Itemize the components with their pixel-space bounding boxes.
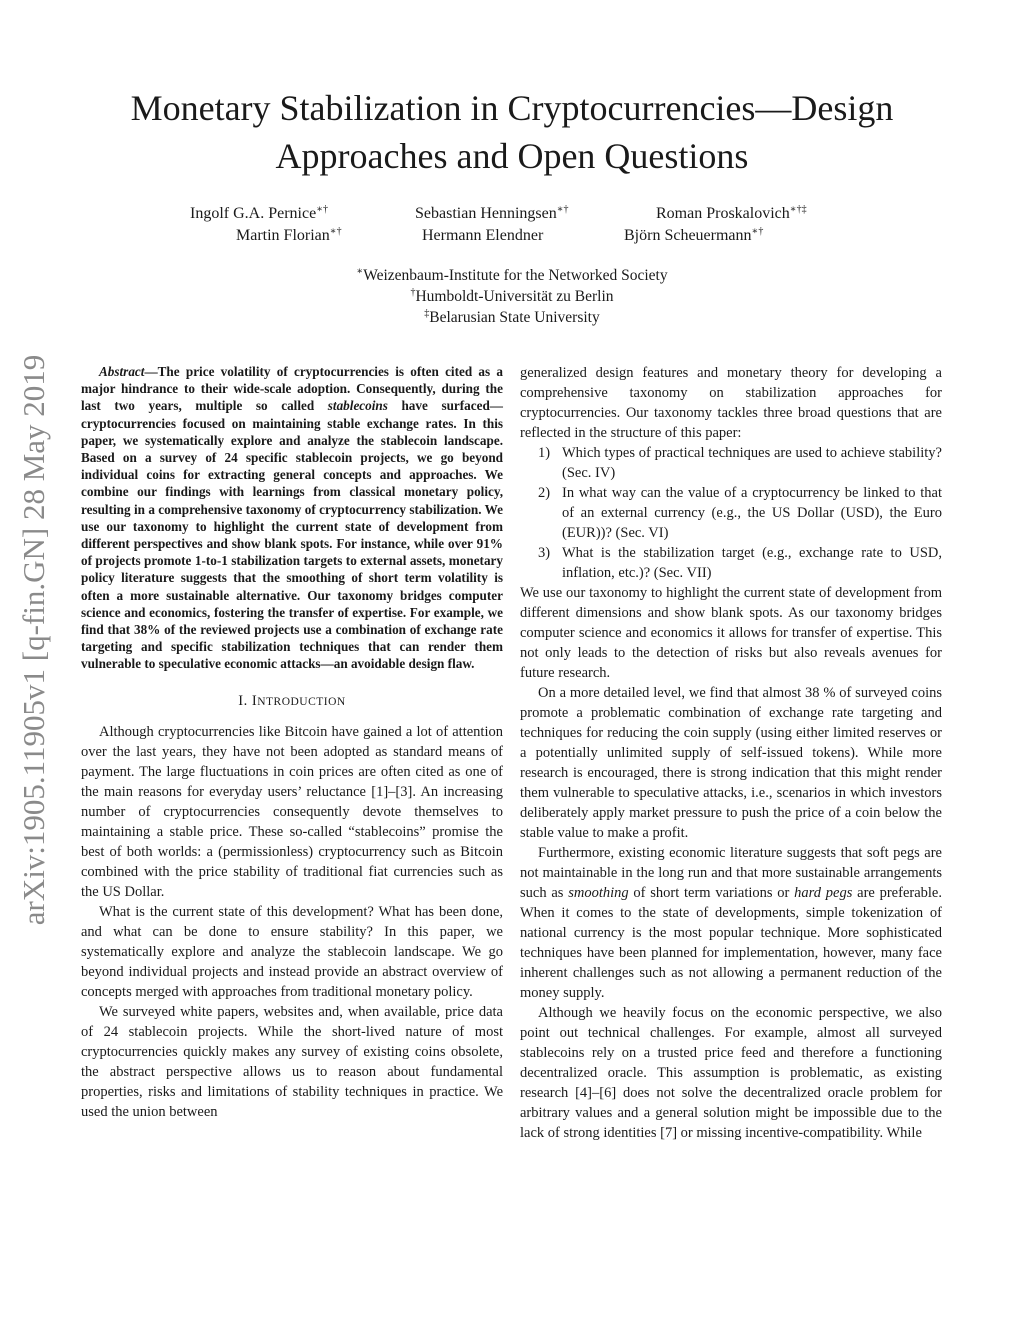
body-paragraph: We surveyed white papers, websites and, when available, price data of 24 stablecoin projects. While the short-lived nature of most cryptocurrencies quickly makes any survey of existing coins obsolete, the abstract perspective allows us to reason about fundamental properties, risks and limitations of stability techniques in practice. We used the union between [81, 1003, 503, 1120]
body-paragraph: Although we heavily focus on the economic perspective, we also point out technical challenges. For example, almost all surveyed stablecoins rely on a trusted price feed and therefore a functioning decentralized oracle. This assumption is problematic, as existing research [4]–[6] does not solve the decentralized oracle problem for arbitrary values and a general solution might be impossible due to the lack of strong identities [7] or missing incentive-compatibility. While [520, 1005, 942, 1141]
affiliation: ‡Belarusian State University [424, 308, 600, 326]
author: Martin Florian∗† [236, 226, 342, 244]
body-paragraph: We use our taxonomy to highlight the current state of development from different dimensions and show blank spots. As our taxonomy bridges computer science and economics it allows for transfer of expertise. This not only leads to the detection of risks but also reveals avenues for future research. [520, 585, 942, 681]
list-item: 2) In what way can the value of a cryptocurrency be linked to that of an external currency (e.g., the US Dollar (USD), the Euro (EUR))? (Sec. VI) [538, 485, 942, 541]
affiliation: ∗Weizenbaum-Institute for the Networked Society [356, 266, 668, 284]
affiliations [0, 265, 1024, 328]
left-column [81, 363, 503, 1122]
body-paragraph: On a more detailed level, we find that almost 38 % of surveyed coins promote a problematic combination of exchange rate targeting and techniques for reducing the coin supply (using either limited reserves or a potentially unlimited supply of self-issued tokens). While more research is encouraged, there is strong indication that this might render them vulnerable to speculative attacks, i.e., scenarios in which investors deliberately apply market pressure to push the price of a coin below the stable value to make a profit. [520, 685, 942, 841]
list-item: 1) Which types of practical techniques are used to achieve stability? (Sec. IV) [538, 445, 942, 481]
research-questions-list [520, 443, 942, 583]
author: Sebastian Henningsen∗† [415, 204, 569, 222]
paper-title-line-1: Monetary Stabilization in Cryptocurrencies—Design [130, 88, 894, 128]
body-paragraph: What is the current state of this development? What has been done, and what can be done to ensure stability? In this paper, we systematically explore and analyze the stablecoin landscape. We go beyond individual projects and instead provide an abstract overview of concepts merged with approaches from traditional monetary policy. [81, 903, 503, 1000]
affiliation: †Humboldt-Universität zu Berlin [410, 287, 614, 305]
paper-title-line-2: Approaches and Open Questions [275, 136, 749, 176]
arxiv-identifier: arXiv:1905.11905v1 [q-fin.GN] 28 May 2019 [16, 354, 51, 926]
right-column [520, 363, 942, 1143]
paper-title [60, 84, 964, 180]
abstract: Abstract—The price volatility of cryptocurrencies is often cited as a major hindrance to their wide-scale adoption. Consequently, during the last two years, multiple so called stablecoins have surfaced—cryptocurrencies focused on maintaining stable exchange rates. In this paper, we systematically explore and analyze the stablecoin landscape. Based on a survey of 24 specific stablecoin projects, we go beyond individual coins for extracting general concepts and approaches. We combine our findings with learnings from classical monetary policy, resulting in a comprehensive taxonomy of cryptocurrency stabilization. We use our taxonomy to highlight the current state of development from different perspectives and show blank spots. For instance, while over 91% of projects promote 1-to-1 stabilization targets to external assets, monetary policy literature suggests that the smoothing of short term volatility is often a more sustainable alternative. Our taxonomy bridges computer science and economics, fostering the transfer of expertise. For example, we find that 38% of the reviewed projects use a combination of exchange rate targeting and specific stabilization techniques that can render them vulnerable to speculative economic attacks—an avoidable design flaw. [81, 364, 503, 672]
list-item: 3) What is the stabilization target (e.g., exchange rate to USD, inflation, etc.)? (Sec. VII) [538, 545, 942, 581]
author: Roman Proskalovich∗†‡ [656, 204, 807, 222]
body-paragraph: Furthermore, existing economic literature suggests that soft pegs are not maintainable in the long run and that more sustainable arrangements such as smoothing of short term variations or hard pegs are preferable. When it comes to the state of developments, simple tokenization of national currency is the most popular technique. More sophisticated techniques have been planned for implementation, however, many face inherent challenges such as not allowing a permanent reduction of the money supply. [520, 845, 942, 1001]
author: Ingolf G.A. Pernice∗† [190, 204, 328, 222]
author: Björn Scheuermann∗† [624, 226, 764, 244]
section-heading-introduction: I. INTRODUCTION [238, 692, 346, 709]
author: Hermann Elendner [422, 227, 544, 244]
body-paragraph: Although cryptocurrencies like Bitcoin have gained a lot of attention over the last years, they have not been adopted as standard means of payment. The large fluctuations in coin prices are often cited as one of the main reasons for everyday users’ reluctance [1]–[3]. An increasing number of cryptocurrencies consequently devote themselves to maintaining a stable price. These so-called “stablecoins” promise the best of both worlds: a (permissionless) cryptocurrency such as Bitcoin combined with the price stability of traditional fiat currencies such as the US Dollar. [81, 723, 503, 900]
body-paragraph: generalized design features and monetary theory for developing a comprehensive taxonomy on stabilization approaches for cryptocurrencies. Our taxonomy tackles three broad questions that are reflected in the structure of this paper: [520, 365, 942, 441]
